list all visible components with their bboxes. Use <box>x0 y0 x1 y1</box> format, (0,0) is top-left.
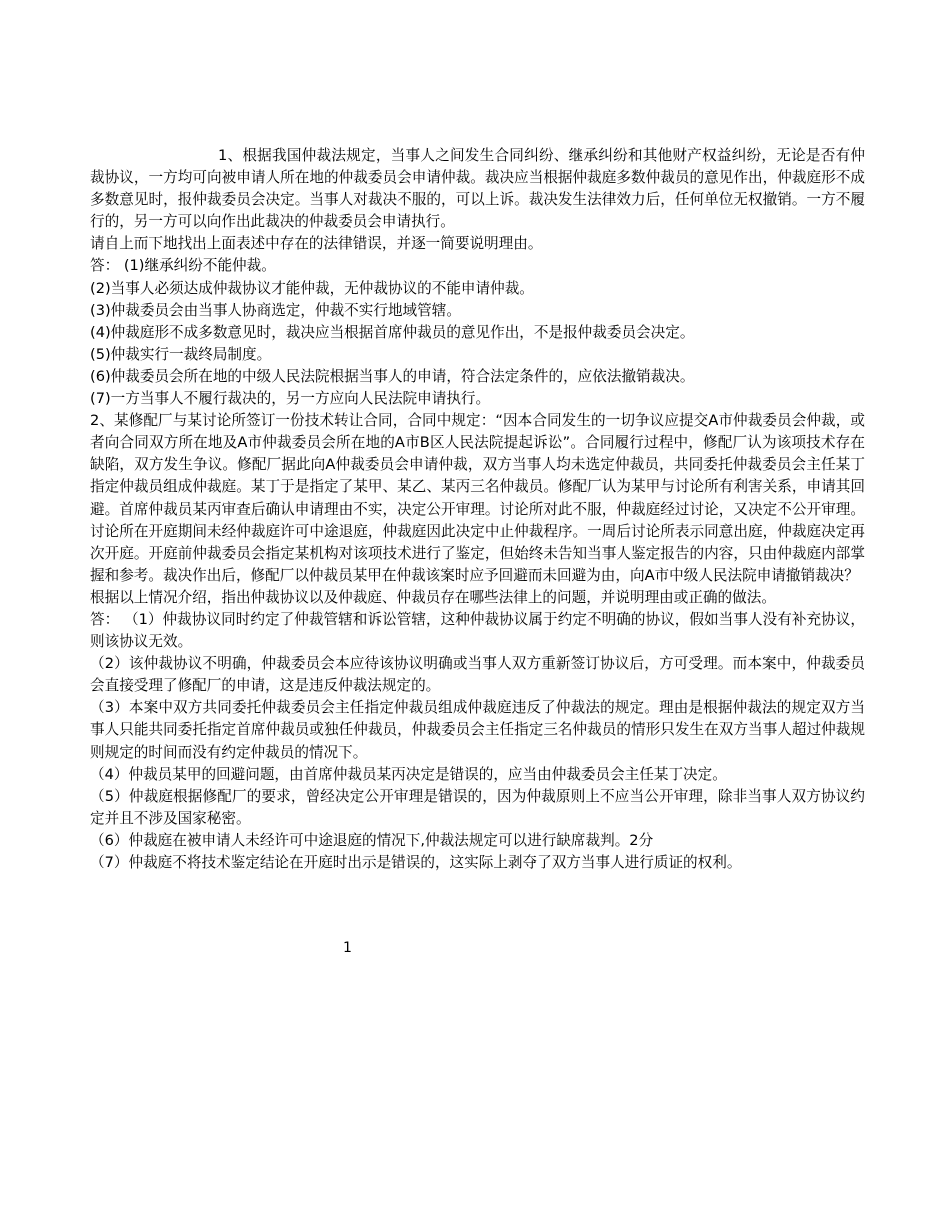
answer-2-item-3: （3）本案中双方共同委托仲裁委员会主任指定仲裁员组成仲裁庭违反了仲裁法的规定。理由是根据仲裁法的规定双方当事人只能共同委托指定首席仲裁员或独任仲裁员，仲裁委员会主任指定三名仲裁员的情形只发生在双方当事人超过仲裁规则规定的时间而没有约定仲裁员的情况下。 <box>90 699 865 761</box>
answer-2-item-6: （6）仲裁庭在被申请人未经许可中途退庭的情况下,仲裁法规定可以进行缺席裁判。2分 <box>90 831 654 849</box>
answer-2-item-5: （5）仲裁庭根据修配厂的要求，曾经决定公开审理是错误的，因为仲裁原则上不应当公开审理，除非当事人双方协议约定并且不涉及国家秘密。 <box>90 787 865 827</box>
answer-1-item-4: (4)仲裁庭形不成多数意见时，裁决应当根据首席仲裁员的意见作出，不是报仲裁委员会决定。 <box>90 323 695 341</box>
answer-2-item-7: （7）仲裁庭不将技术鉴定结论在开庭时出示是错误的，这实际上剥夺了双方当事人进行质证的权利。 <box>90 854 742 871</box>
question-2-prompt: 根据以上情况介绍，指出仲裁协议以及仲裁庭、仲裁员存在哪些法律上的问题，并说明理由或正确的做法。 <box>90 588 776 606</box>
question-2-paragraph: 2、某修配厂与某讨论所签订一份技术转让合同，合同中规定：“因本合同发生的一切争议应提交A市仲裁委员会仲裁，或者向合同双方所在地及A市仲裁委员会所在地的A市B区人民法院提起诉讼”。合同履行过程中，修配厂认为该项技术存在缺陷，双方发生争议。修配厂据此向A仲裁委员会申请仲裁，双方当事人均未选定仲裁员，共同委托仲裁委员会主任某丁指定仲裁员组成仲裁庭。某丁于是指定了某甲、某乙、某丙三名仲裁员。修配厂认为某甲与讨论所有利害关系，申请其回避。首席仲裁员某丙审查后确认申请理由不实，决定公开审理。讨论所对此不服，仲裁庭经过讨论，又决定不公开审理。讨论所在开庭期间未经仲裁庭许可中途退庭，仲裁庭因此决定中止仲裁程序。一周后讨论所表示同意出庭，仲裁庭决定再次开庭。开庭前仲裁委员会指定某机构对该项技术进行了鉴定，但始终未告知当事人鉴定报告的内容，只由仲裁庭内部掌握和参考。裁决作出后，修配厂以仲裁员某甲在仲裁该案时应予回避而未回避为由，向A市中级人民法院申请撤销裁决？ <box>90 412 865 584</box>
answer-1-item-2: (2)当事人必须达成仲裁协议才能仲裁，无仲裁协议的不能申请仲裁。 <box>90 279 534 297</box>
answer-1-item-1: 答： (1)继承纠纷不能仲裁。 <box>90 257 276 275</box>
answer-1-item-3: (3)仲裁委员会由当事人协商选定，仲裁不实行地域管辖。 <box>90 301 461 319</box>
question-1-paragraph: 1、根据我国仲裁法规定，当事人之间发生合同纠纷、继承纠纷和其他财产权益纠纷，无论是否有仲裁协议，一方均可向被申请人所在地的仲裁委员会申请仲裁。裁决应当根据仲裁庭多数仲裁员的意见作出，仲裁庭形不成多数意见时，报仲裁委员会决定。当事人对裁决不服的，可以上诉。裁决发生法律效力后，任何单位无权撤销。一方不履行的，另一方可以向作出此裁决的仲裁委员会申请执行。 <box>90 147 865 231</box>
answer-1-item-6: (6)仲裁委员会所在地的中级人民法院根据当事人的申请，符合法定条件的，应依法撤销裁决。 <box>90 367 695 385</box>
answer-1-item-5: (5)仲裁实行一裁终局制度。 <box>90 345 272 363</box>
answer-2-item-4: （4）仲裁员某甲的回避问题，由首席仲裁员某丙决定是错误的，应当由仲裁委员会主任某丁决定。 <box>90 765 727 783</box>
page-number: 1 <box>343 940 352 956</box>
document-body <box>90 145 865 874</box>
question-1-prompt: 请自上而下地找出上面表述中存在的法律错误，并逐一简要说明理由。 <box>90 235 543 253</box>
answer-2-item-1: 答： （1）仲裁协议同时约定了仲裁管辖和诉讼管辖，这种仲裁协议属于约定不明确的协议，假如当事人没有补充协议，则该协议无效。 <box>90 610 865 651</box>
answer-2-item-2: （2）该仲裁协议不明确，仲裁委员会本应待该协议明确或当事人双方重新签订协议后，方可受理。而本案中，仲裁委员会直接受理了修配厂的申请，这是违反仲裁法规定的。 <box>90 655 865 695</box>
answer-1-item-7: (7)一方当事人不履行裁决的，另一方应向人民法院申请执行。 <box>90 390 491 408</box>
